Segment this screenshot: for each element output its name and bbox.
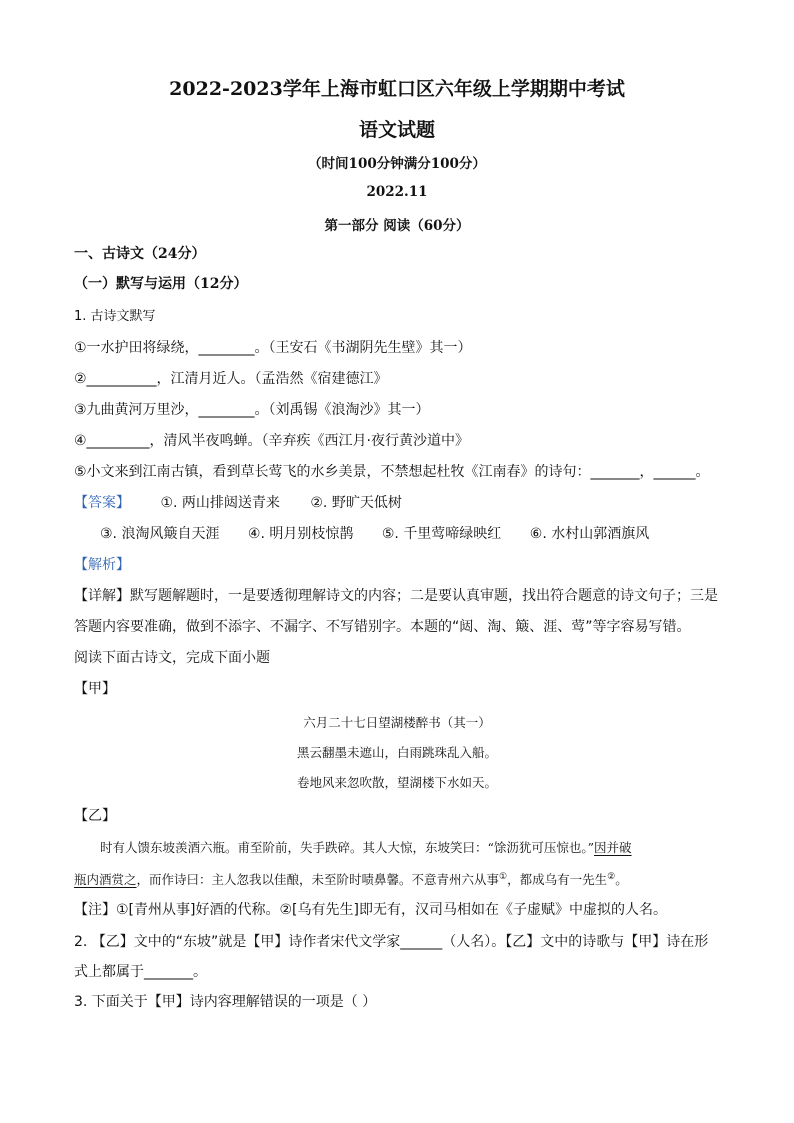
footnote-mark-2: ② xyxy=(607,872,616,882)
q1-item-1: ①一水护田将绿绕，________。（王安石《书湖阴先生壁》其一） xyxy=(74,340,472,356)
prose-underlined-text: 因并破 xyxy=(594,840,632,855)
poem-title: 六月二十七日望湖楼醉书（其一） xyxy=(303,715,491,730)
q1-item-2: ②__________，江清月近人。（孟浩然《宿建德江》 xyxy=(74,371,388,387)
answer-label: 【答案】 xyxy=(74,495,130,511)
question-2-line-2: 式上都属于_______。 xyxy=(74,964,207,980)
yi-label: 【乙】 xyxy=(74,808,116,824)
prose-line-2: 瓶内酒赏之，而作诗曰：主人忽我以佳酿，未至阶时啧鼻馨。不意青州六从事①，都成乌有一先生②。 xyxy=(74,872,628,888)
poem-line-1: 黑云翻墨未遮山，白雨跳珠乱入船。 xyxy=(296,745,497,760)
answer-item: ③. 浪淘风簸自天涯 xyxy=(100,526,220,542)
note: 【注】①[青州从事]好酒的代称。②[乌有先生]即无有，汉司马相如在《子虚赋》中虚拟的人名。 xyxy=(74,902,667,918)
answer-row-2 xyxy=(100,524,649,544)
question-1-title: 1. 古诗文默写 xyxy=(74,309,156,324)
time-note: （时间100分钟满分100分） xyxy=(308,156,486,172)
question-2-line-1: 2. 【乙】文中的“东坡”就是【甲】诗作者宋代文学家______（人名）。【乙】文中的诗歌与【甲】诗在形 xyxy=(74,934,709,950)
detail-line-2: 答题内容要准确，做到不添字、不漏字、不写错别字。本题的“闼、淘、簸、涯、莺”等字容易写错。 xyxy=(74,619,691,635)
section-heading: 一、古诗文（24分） xyxy=(74,246,206,262)
analysis-label: 【解析】 xyxy=(74,557,130,573)
answer-row-1 xyxy=(74,493,402,513)
answer-item: ④. 明月别枝惊鹊 xyxy=(247,526,354,542)
q1-item-3: ③九曲黄河万里沙，________。（刘禹锡《浪淘沙》其一） xyxy=(74,402,430,418)
detail-line-1: 【详解】默写题解题时，一是要透彻理解诗文的内容；二是要认真审题，找出符合题意的诗文句子；三是 xyxy=(74,588,718,604)
question-3: 3. 下面关于【甲】诗内容理解错误的一项是（ ） xyxy=(74,994,377,1010)
prose-underlined-text: 瓶内酒赏之 xyxy=(74,872,137,888)
part-heading: 第一部分 阅读（60分） xyxy=(324,218,470,234)
footnote-mark-1: ① xyxy=(499,872,508,882)
prose-line-1: 时有人馈东坡羡酒六瓶。甫至阶前，失手跌碎。其人大惊，东坡笑曰：“馀沥犹可压惊也。”因并破 xyxy=(100,840,632,855)
exam-date: 2022.11 xyxy=(366,184,428,200)
q1-item-4: ④_________，清风半夜鸣蝉。（辛弃疾《西江月·夜行黄沙道中》 xyxy=(74,433,469,449)
answer-item: ⑤. 千里莺啼绿映红 xyxy=(381,526,502,542)
doc-title: 2022-2023学年上海市虹口区六年级上学期期中考试 xyxy=(169,78,625,100)
answer-item: ①. 两山排闼送青来 xyxy=(160,495,280,511)
answer-item: ⑥. 水村山郭酒旗风 xyxy=(529,526,650,542)
reading-intro: 阅读下面古诗文，完成下面小题 xyxy=(74,650,270,666)
poem-line-2: 卷地风来忽吹散，望湖楼下水如天。 xyxy=(296,775,497,790)
q1-item-5: ⑤小文来到江南古镇，看到草长莺飞的水乡美景，不禁想起杜牧《江南春》的诗句：_______，______。 xyxy=(74,464,710,480)
jia-label: 【甲】 xyxy=(74,681,116,697)
doc-subtitle: 语文试题 xyxy=(358,119,435,141)
sub-heading: （一）默写与运用（12分） xyxy=(74,276,248,292)
answer-item: ②. 野旷天低树 xyxy=(310,495,402,511)
